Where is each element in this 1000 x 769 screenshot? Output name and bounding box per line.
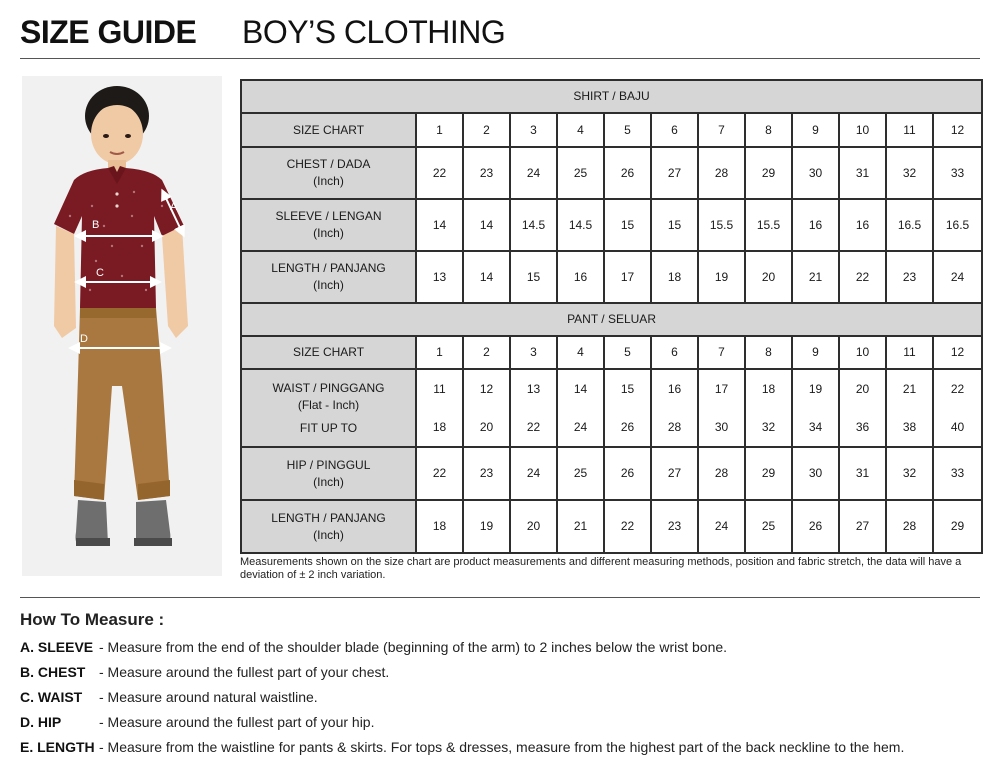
fit-up-to-value: 34 [808, 420, 823, 434]
waist-cell [886, 369, 933, 447]
shirt-section [241, 80, 982, 303]
fit-up-to-value: 20 [479, 420, 494, 434]
waist-value: 18 [761, 382, 776, 396]
measurement-note: Measurements shown on the size chart are product measurements and different measuring methods, position and fabric stretch, the data will have a deviation of ± 2 inch variation. [240, 556, 962, 581]
shirt-section-title: SHIRT / BAJU [241, 80, 982, 113]
size-cell: 9 [792, 113, 839, 147]
value-cell: 22 [604, 500, 651, 553]
shirt-length-row [241, 251, 982, 303]
value-cell: 16.5 [933, 199, 982, 251]
value-cell: 26 [604, 147, 651, 199]
value-cell: 21 [557, 500, 604, 553]
fit-up-to-value: 24 [573, 420, 588, 434]
value-cell: 19 [698, 251, 745, 303]
how-to-key: D. HIP [20, 714, 62, 730]
size-cell: 12 [933, 113, 982, 147]
size-cell: 5 [604, 336, 651, 369]
fit-up-to-value: 22 [526, 420, 541, 434]
value-cell: 30 [792, 147, 839, 199]
value-cell: 28 [886, 500, 933, 553]
value-cell: 17 [604, 251, 651, 303]
waist-cell [698, 369, 745, 447]
value-cell: 28 [698, 147, 745, 199]
pant-section [241, 303, 982, 553]
page-title: SIZE GUIDE [20, 14, 197, 50]
pant-size-row [241, 336, 982, 369]
value-cell: 15.5 [698, 199, 745, 251]
pant-size-label: SIZE CHART [241, 336, 416, 369]
fit-up-to-value: 36 [855, 420, 870, 434]
waist-value: 17 [714, 382, 729, 396]
how-to-key: A. SLEEVE [20, 639, 94, 655]
value-cell: 29 [745, 147, 792, 199]
shirt-sleeve-row [241, 199, 982, 251]
pant-waist-row [241, 369, 982, 447]
section-divider [20, 597, 980, 598]
shirt-sleeve-label [241, 199, 416, 251]
value-cell: 31 [839, 447, 886, 500]
value-cell: 15 [604, 199, 651, 251]
how-to-item [20, 738, 995, 763]
fit-up-to-value: 26 [620, 420, 635, 434]
size-cell: 9 [792, 336, 839, 369]
size-cell: 2 [463, 336, 510, 369]
label-b: B [92, 219, 100, 231]
value-cell: 15 [651, 199, 698, 251]
pant-section-title: PANT / SELUAR [241, 303, 982, 336]
value-cell: 22 [416, 147, 463, 199]
fit-up-to-value: 40 [950, 420, 965, 434]
waist-cell [745, 369, 792, 447]
value-cell: 24 [510, 447, 557, 500]
value-cell: 23 [463, 447, 510, 500]
value-cell: 29 [745, 447, 792, 500]
waist-value: 15 [620, 382, 635, 396]
pant-waist-label [241, 369, 416, 447]
shirt-chest-label [241, 147, 416, 199]
value-cell: 15 [510, 251, 557, 303]
value-cell: 23 [651, 500, 698, 553]
how-to-item [20, 638, 995, 663]
value-cell: 25 [745, 500, 792, 553]
waist-value: 21 [902, 382, 917, 396]
size-chart-table [240, 79, 983, 554]
value-cell: 18 [651, 251, 698, 303]
how-to-desc: - Measure from the waistline for pants & skirts. For tops & dresses, measure from the highest part of the back neckline to the hem. [99, 739, 905, 755]
value-cell: 14 [416, 199, 463, 251]
waist-cell [933, 369, 982, 447]
waist-cell [416, 369, 463, 447]
value-cell: 26 [792, 500, 839, 553]
waist-cell [463, 369, 510, 447]
how-to-item [20, 663, 995, 688]
row-unit: (Inch) [313, 174, 344, 188]
how-to-desc: - Measure around the fullest part of your chest. [99, 664, 390, 680]
how-to-desc: - Measure around the fullest part of your hip. [99, 714, 375, 730]
label-a: A [170, 201, 178, 213]
size-cell: 1 [416, 336, 463, 369]
value-cell: 26 [604, 447, 651, 500]
size-cell: 2 [463, 113, 510, 147]
how-to-item [20, 688, 995, 713]
shirt-size-row [241, 113, 982, 147]
size-cell: 5 [604, 113, 651, 147]
size-cell: 4 [557, 113, 604, 147]
waist-cell [792, 369, 839, 447]
size-cell: 6 [651, 336, 698, 369]
size-cell: 12 [933, 336, 982, 369]
fit-up-to-value: 18 [432, 420, 447, 434]
how-to-title: How To Measure : [20, 610, 165, 629]
fit-up-to-label: FIT UP TO [299, 420, 358, 435]
value-cell: 22 [839, 251, 886, 303]
value-cell: 24 [933, 251, 982, 303]
how-to-item [20, 713, 995, 738]
how-to-desc: - Measure from the end of the shoulder blade (beginning of the arm) to 2 inches below the wrist bone. [99, 639, 728, 655]
value-cell: 25 [557, 447, 604, 500]
shirt-chest-row [241, 147, 982, 199]
value-cell: 18 [416, 500, 463, 553]
value-cell: 16 [557, 251, 604, 303]
value-cell: 22 [416, 447, 463, 500]
waist-value: 11 [433, 382, 446, 396]
fit-up-to-value: 38 [902, 420, 917, 434]
size-cell: 3 [510, 113, 557, 147]
size-cell: 3 [510, 336, 557, 369]
size-cell: 11 [886, 113, 933, 147]
boy-illustration [22, 76, 222, 576]
waist-cell [604, 369, 651, 447]
value-cell: 28 [698, 447, 745, 500]
size-cell: 6 [651, 113, 698, 147]
size-cell: 8 [745, 336, 792, 369]
row-label: LENGTH / PANJANG [271, 261, 386, 275]
row-unit: (Inch) [313, 278, 344, 292]
how-to-key: B. CHEST [20, 664, 86, 680]
shirt-header-row [241, 80, 982, 113]
how-to-list [20, 638, 995, 763]
fit-up-to-value: 30 [714, 420, 729, 434]
value-cell: 32 [886, 147, 933, 199]
value-cell: 30 [792, 447, 839, 500]
size-cell: 8 [745, 113, 792, 147]
row-unit: (Inch) [313, 474, 344, 489]
pant-header-row [241, 303, 982, 336]
row-label: HIP / PINGGUL [286, 457, 371, 472]
shirt-size-label: SIZE CHART [241, 113, 416, 147]
label-d: D [80, 333, 88, 345]
row-label: CHEST / DADA [286, 157, 371, 171]
size-cell: 4 [557, 336, 604, 369]
value-cell: 32 [886, 447, 933, 500]
value-cell: 14 [463, 251, 510, 303]
size-cell: 11 [886, 336, 933, 369]
pant-hip-row [241, 447, 982, 500]
value-cell: 14.5 [510, 199, 557, 251]
waist-cell [557, 369, 604, 447]
size-cell: 10 [839, 113, 886, 147]
value-cell: 24 [698, 500, 745, 553]
shirt-length-label [241, 251, 416, 303]
value-cell: 23 [886, 251, 933, 303]
value-cell: 13 [416, 251, 463, 303]
value-cell: 24 [510, 147, 557, 199]
waist-value: 19 [808, 382, 823, 396]
value-cell: 19 [463, 500, 510, 553]
value-cell: 20 [745, 251, 792, 303]
size-cell: 7 [698, 113, 745, 147]
waist-value: 16 [667, 382, 682, 396]
row-unit: (Inch) [313, 226, 344, 240]
waist-value: 22 [950, 382, 965, 396]
waist-value: 13 [526, 382, 541, 396]
row-label: SLEEVE / LENGAN [275, 209, 382, 223]
row-label: WAIST / PINGGANG [272, 380, 385, 395]
fit-up-to-value: 28 [667, 420, 682, 434]
label-c: C [96, 267, 104, 279]
pant-length-row [241, 500, 982, 553]
waist-cell [510, 369, 557, 447]
value-cell: 16.5 [886, 199, 933, 251]
fit-up-to-value: 32 [761, 420, 776, 434]
how-to-key: E. LENGTH [20, 739, 95, 755]
value-cell: 27 [839, 500, 886, 553]
waist-cell [839, 369, 886, 447]
waist-value: 14 [573, 382, 588, 396]
value-cell: 27 [651, 147, 698, 199]
pant-hip-label [241, 447, 416, 500]
row-unit: (Flat - Inch) [297, 397, 360, 412]
value-cell: 27 [651, 447, 698, 500]
waist-value: 12 [479, 382, 494, 396]
row-label: LENGTH / PANJANG [271, 510, 386, 525]
value-cell: 21 [792, 251, 839, 303]
value-cell: 23 [463, 147, 510, 199]
value-cell: 14.5 [557, 199, 604, 251]
size-cell: 1 [416, 113, 463, 147]
waist-cell [651, 369, 698, 447]
header-divider [20, 58, 980, 59]
page-subtitle: BOY’S CLOTHING [242, 14, 506, 50]
pant-length-label [241, 500, 416, 553]
value-cell: 33 [933, 447, 982, 500]
how-to-desc: - Measure around natural waistline. [99, 689, 318, 705]
value-cell: 29 [933, 500, 982, 553]
value-cell: 16 [792, 199, 839, 251]
row-unit: (Inch) [313, 527, 344, 542]
size-cell: 7 [698, 336, 745, 369]
value-cell: 31 [839, 147, 886, 199]
value-cell: 25 [557, 147, 604, 199]
waist-value: 20 [855, 382, 870, 396]
size-cell: 10 [839, 336, 886, 369]
value-cell: 33 [933, 147, 982, 199]
value-cell: 16 [839, 199, 886, 251]
how-to-key: C. WAIST [20, 689, 83, 705]
value-cell: 14 [463, 199, 510, 251]
value-cell: 20 [510, 500, 557, 553]
value-cell: 15.5 [745, 199, 792, 251]
model-photo [22, 76, 222, 576]
